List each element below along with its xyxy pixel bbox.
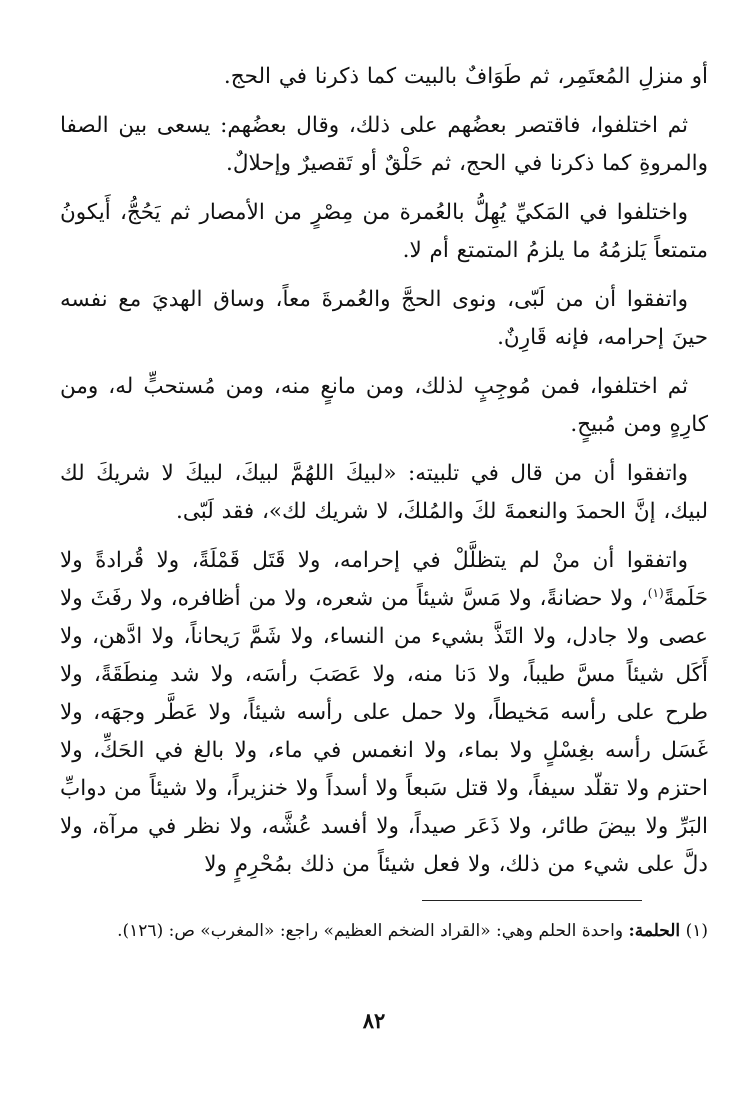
paragraph-2: ثم اختلفوا، فاقتصر بعضُهم على ذلك، وقال بعضُهم: يسعى بين الصفا والمروةِ كما ذكرنا في الحج، ثم حَلْقٌ أو تَقصيرٌ وإحلالٌ.	[60, 113, 708, 176]
footnote-text: واحدة الحلم وهي: «القراد الضخم العظيم» راجع: «المغرب» ص: (١٢٦).	[117, 921, 624, 941]
footnote-marker: (١)	[647, 585, 664, 600]
footnote-term: الحلمة:	[628, 921, 681, 941]
paragraph-7	[60, 542, 708, 884]
paragraph-3: واختلفوا في المَكيِّ يُهِلُّ بالعُمرة من مِصْرٍ من الأمصار ثم يَحُجُّ، أَيكونُ متمتعاً يَلزمُهُ ما يلزمُ المتمتع أم لا.	[60, 200, 708, 263]
paragraph-7-start: واتفقوا أن منْ لم يتظلَّلْ في إحرامه، ولا قَتَل قَمْلَةً، ولا قُرادةً ولا حَلَمةً	[60, 548, 708, 611]
footnote-number: (١)	[685, 921, 708, 941]
main-text	[60, 58, 708, 895]
footnote	[60, 912, 708, 950]
paragraph-5: ثم اختلفوا، فمن مُوجِبٍ لذلك، ومن مانعٍ منه، ومن مُستحبٍّ له، ومن كارِهٍ ومن مُبيحٍ.	[60, 374, 708, 437]
page-number: ٨٢	[362, 1008, 386, 1033]
paragraph-1: أو منزلِ المُعتَمِر، ثم طَوَافٌ بالبيت كما ذكرنا في الحج.	[223, 64, 708, 89]
paragraph-6: واتفقوا أن من قال في تلبيته: «لبيكَ اللهُمَّ لبيكَ، لبيكَ لا شريكَ لك لبيك، إنَّ الحمدَ والنعمةَ لكَ والمُلكَ، لا شريك لك»، فقد لَبّى.	[60, 461, 708, 524]
footnote-divider	[422, 900, 642, 901]
paragraph-4: واتفقوا أن من لَبّى، ونوى الحجَّ والعُمرةَ معاً، وساق الهديَ مع نفسه حينَ إحرامه، فإنه قَارِنٌ.	[60, 287, 708, 350]
paragraph-7-rest: ، ولا حضانةً، ولا مَسَّ شيئاً من شعره، ولا من أظافره، ولا رفَثَ ولا عصى ولا جادل، ولا التَذَّ بشيء من النساء، ولا شَمَّ رَيحاناً، ولا ادَّهن، ولا أَكَل شيئاً مسَّ طيباً، ولا دَنا منه، ولا عَصَبَ رأسَه، ولا شد مِنطَقَةً، ولا طرح على رأسه مَخيطاً، ولا حمل على رأسه شيئاً، ولا عَطَّر وجهَه، ولا غَسَل رأسه بغِسْلٍ ولا بماء، ولا انغمس في ماء، ولا بالغ في الحَكِّ، ولا احتزم ولا تقلّد سيفاً، ولا قتل سَبعاً ولا أسداً ولا خنزيراً، ولا شيئاً من دوابِّ البَرِّ ولا بيضَ طائر، ولا ذَعَر صيداً، ولا أفسد عُشَّه، ولا نظر في مرآة، ولا دلَّ على شيء من ذلك، ولا فعل شيئاً من ذلك بمُحْرِمٍ ولا	[60, 586, 708, 877]
